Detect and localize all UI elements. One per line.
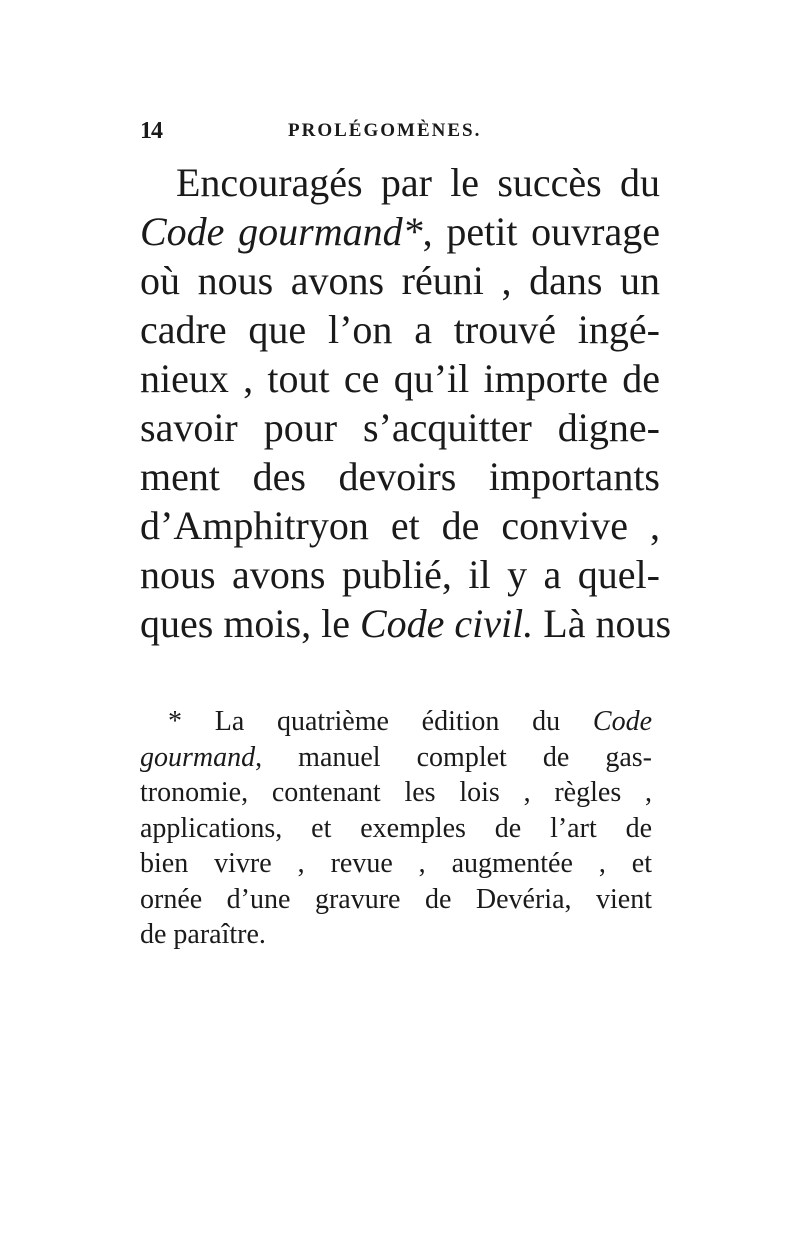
footnote-line: * La quatrième édition du Code [168, 706, 652, 737]
main-line: savoir pour s’acquitter digne- [140, 405, 660, 450]
running-title: PROLÉGOMÈNES. [288, 120, 482, 141]
footnote-line: applications, et exemples de l’art de [140, 812, 652, 844]
footnote-line: tronomie, contenant les lois , règles , [140, 777, 652, 808]
running-head [140, 118, 660, 146]
footnote [140, 704, 652, 953]
footnote-line: bien vivre , revue , augmentée , et [140, 848, 652, 879]
italic-title: Code civil. [359, 601, 534, 646]
footnote-line: de paraître. [140, 919, 266, 950]
main-line: ques mois, le Code civil. Là nous [140, 601, 672, 646]
main-line: cadre que l’on a trouvé ingé- [140, 307, 660, 352]
main-paragraph [140, 158, 672, 648]
main-line: d’Amphitryon et de convive , [140, 503, 660, 548]
main-line: nieux , tout ce qu’il importe de [140, 356, 660, 401]
main-line: Encouragés par le succès du [176, 160, 660, 205]
footnote-line: gourmand, manuel complet de gas- [140, 741, 652, 773]
italic-title: Code [592, 706, 652, 737]
italic-title: gourmand [140, 741, 256, 773]
italic-title: Code gourmand* [140, 209, 423, 254]
page-number: 14 [140, 118, 162, 144]
main-line: ment des devoirs importants [140, 454, 660, 499]
main-line: où nous avons réuni , dans un [140, 258, 660, 303]
footnote-line: ornée d’une gravure de Devéria, vient [140, 883, 652, 915]
main-line: Code gourmand*, petit ouvrage [140, 209, 661, 254]
main-line: nous avons publié, il y a quel- [140, 552, 660, 597]
